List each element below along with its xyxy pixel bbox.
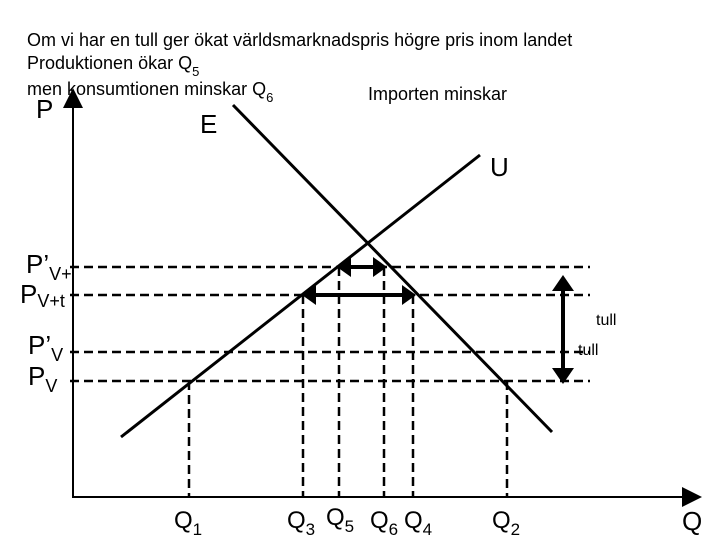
- header-line-2: Produktionen ökar $Q_5$: [27, 53, 200, 79]
- price-label-pv-tariff-prime: $P’_{V+}$: [26, 249, 72, 284]
- q4-label: $Q_4$: [404, 507, 433, 539]
- tariff-label-upper: tull: [596, 312, 617, 329]
- q5-label: $Q_5$: [326, 504, 355, 536]
- import-note: Importen minskar: [368, 84, 508, 104]
- price-label-pv-tariff: PV+t: [20, 279, 65, 311]
- q1-label: $Q_1$: [174, 507, 203, 539]
- x-axis-label: Q: [682, 506, 703, 536]
- tariff-arrow-top-head: [552, 275, 574, 291]
- demand-label: E: [200, 109, 218, 139]
- price-label-pv-prime: $P’_V$: [28, 330, 64, 365]
- tariff-arrow-bottom-head: [552, 368, 574, 384]
- header-line-3: men konsumtionen minskar $Q_6$: [27, 79, 274, 105]
- q3-label: $Q_3$: [287, 507, 316, 539]
- q2-label: $Q_2$: [492, 507, 521, 539]
- q6-label: $Q_6$: [370, 507, 399, 539]
- y-axis-label: P: [36, 94, 54, 124]
- supply-label: U: [490, 152, 509, 182]
- header-line-1: Om vi har en tull ger ökat världsmarknadspris högre pris inom landet: [27, 30, 573, 50]
- tariff-label-lower: tull: [578, 342, 599, 359]
- price-label-pv: $P_V$: [28, 361, 58, 396]
